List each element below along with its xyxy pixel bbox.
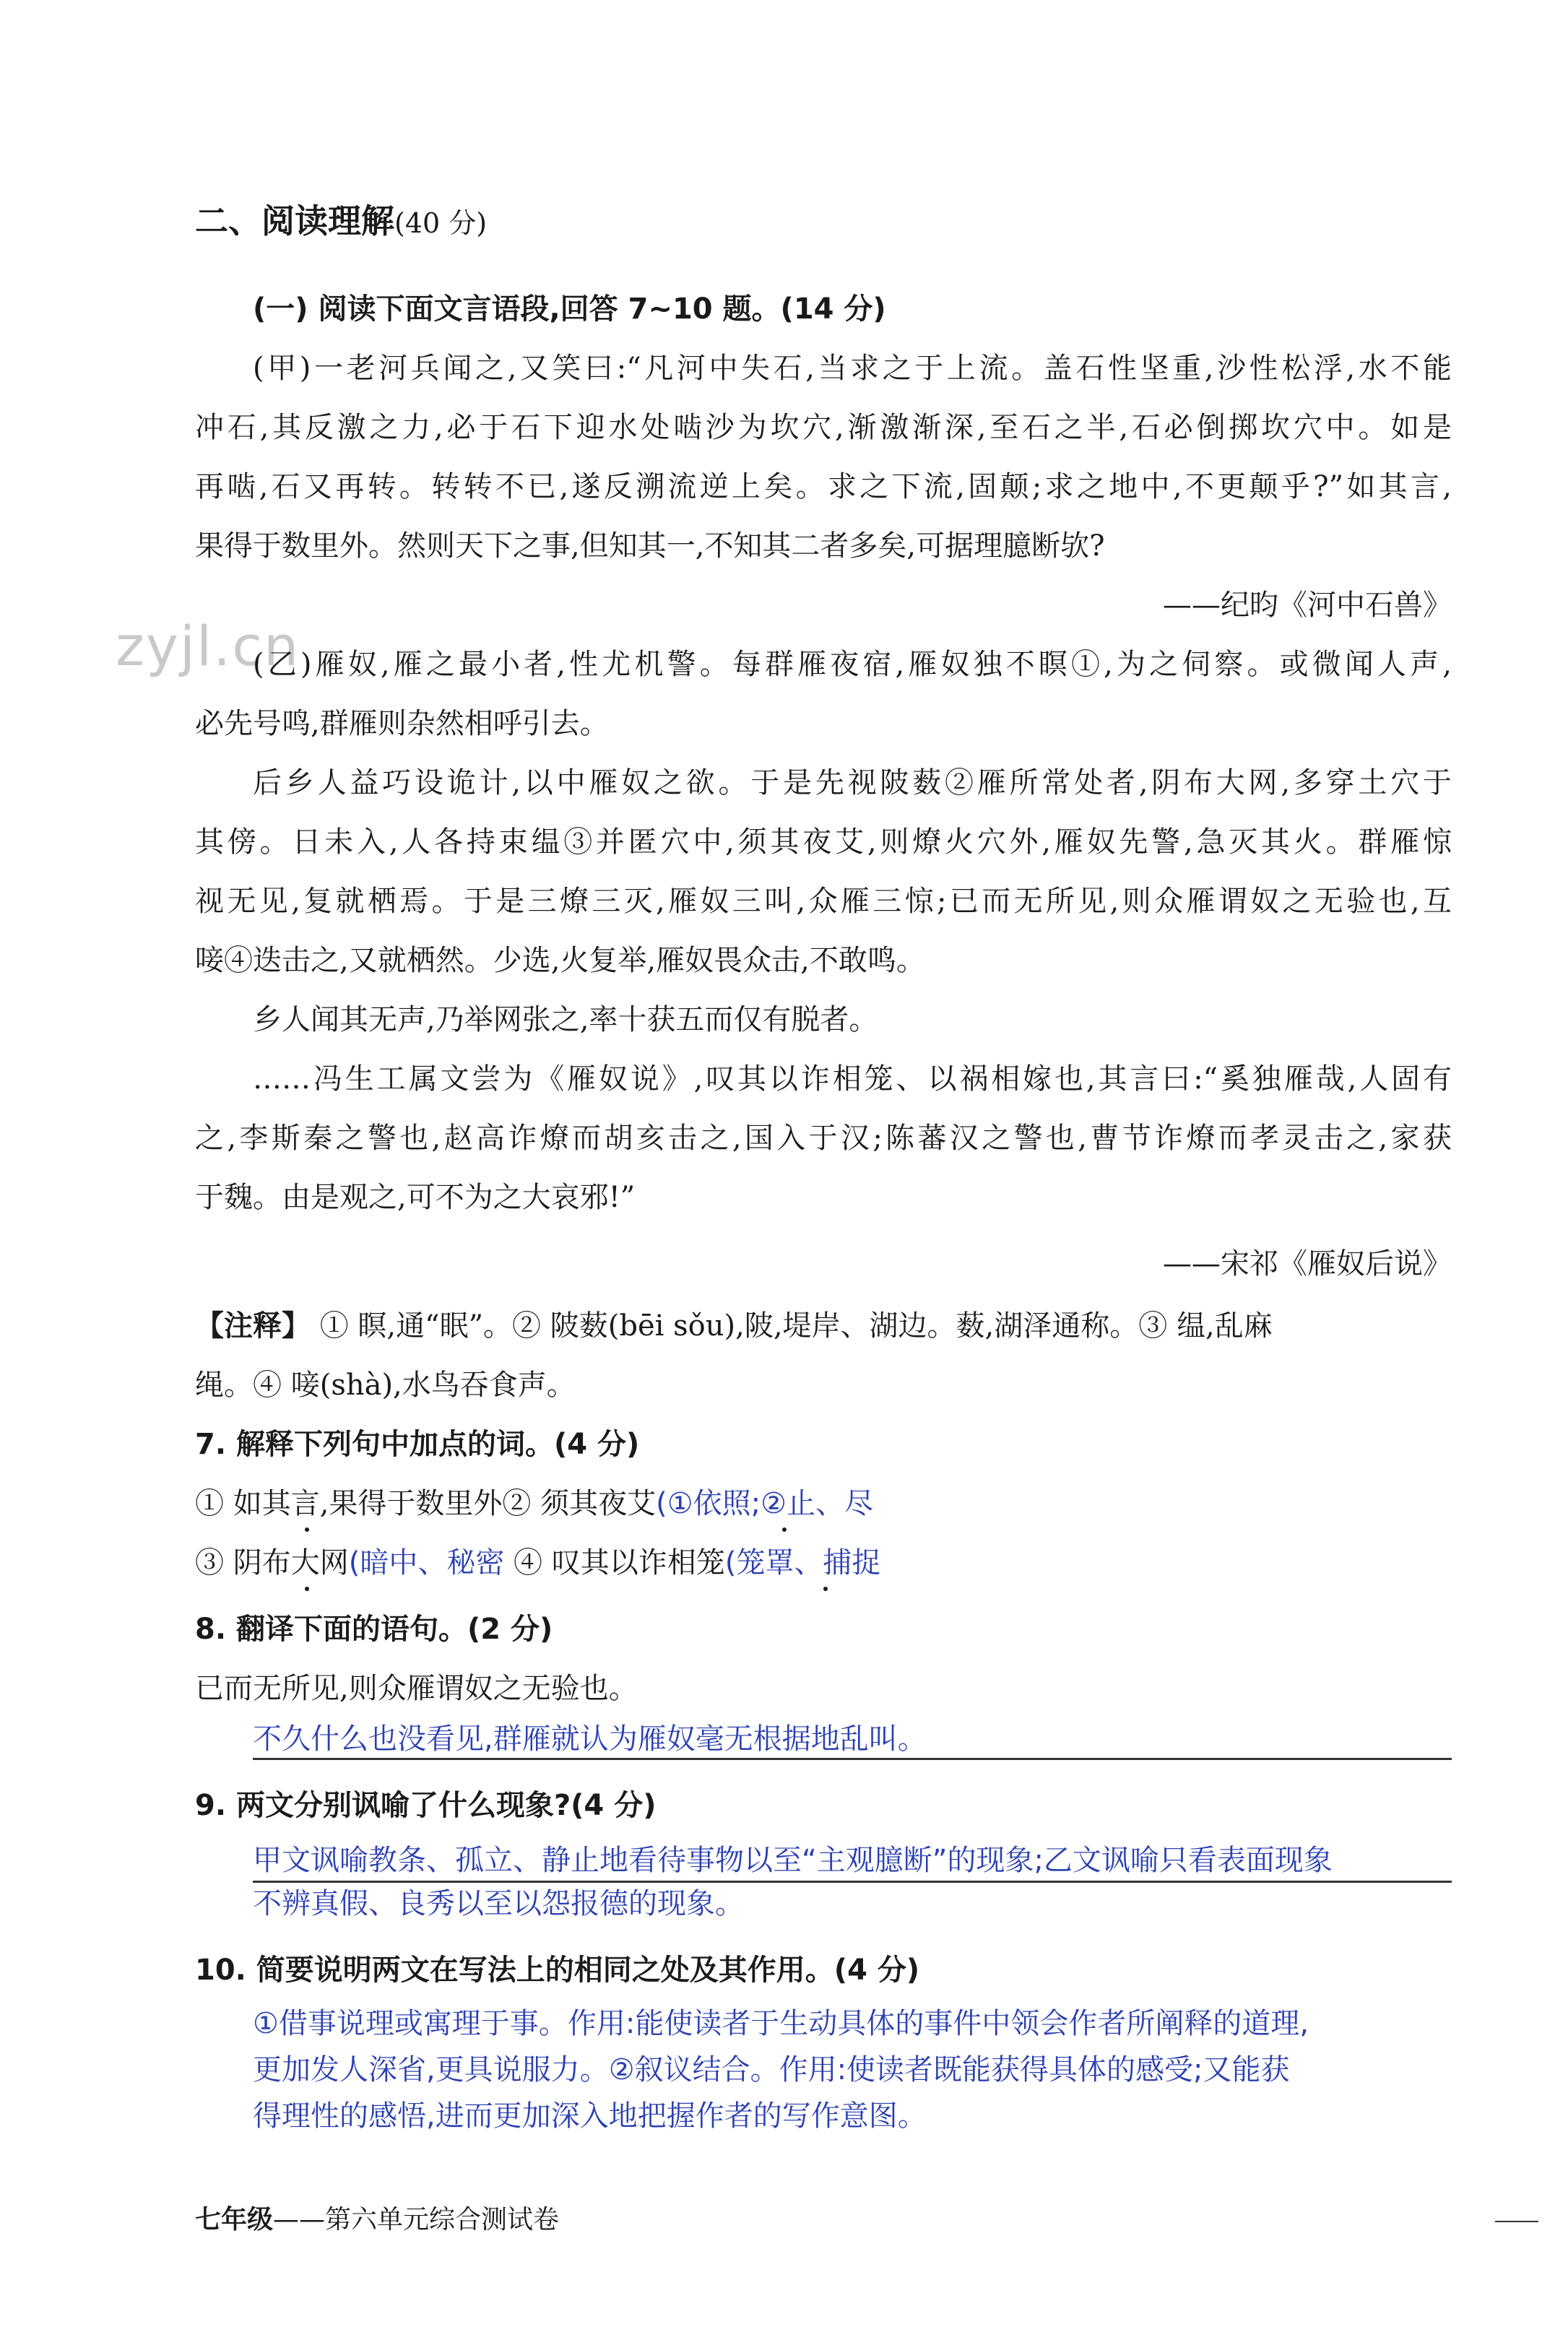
q8-sentence: 已而无所见,则众雁谓奴之无验也。 bbox=[195, 1672, 638, 1705]
section-title bbox=[195, 201, 1452, 243]
q9-answer-line-1: 甲文讽喻教条、孤立、静止地看待事物以至“主观臆断”的现象;乙文讽喻只看表面现象 bbox=[253, 1844, 1333, 1877]
passage-a-line: 再啮,石又再转。转转不已,遂反溯流逆上矣。求之下流,固颠;求之地中,不更颠乎?”如其言, bbox=[195, 470, 1452, 503]
part1-heading: (一) 阅读下面文言语段,回答 7~10 题。(14 分) bbox=[253, 292, 886, 326]
passage-b-line: 唼④迭击之,又就栖然。少选,火复举,雁奴畏众击,不敢鸣。 bbox=[195, 944, 925, 977]
q8-title: 8. 翻译下面的语句。(2 分) bbox=[195, 1613, 553, 1646]
passage-a-line: 果得于数里外。然则天下之事,但知其一,不知其二者多矣,可据理臆断欤? bbox=[195, 529, 1105, 563]
passage-b-line: 其傍。日未入,人各持束缊③并匿穴中,须其夜艾,则燎火穴外,雁奴先警,急灭其火。群雁惊 bbox=[195, 825, 1452, 859]
section-score: (40 分) bbox=[394, 207, 488, 239]
passage-b-line: 视无见,复就栖焉。于是三燎三灭,雁奴三叫,众雁三惊;已而无所见,则众雁谓奴之无验也,互 bbox=[195, 885, 1452, 918]
footer-unit: ——第六单元综合测试卷 bbox=[273, 2205, 560, 2235]
q7-title: 7. 解释下列句中加点的词。(4 分) bbox=[195, 1428, 640, 1461]
passage-a-line: (甲)一老河兵闻之,又笑曰:“凡河中失石,当求之于上流。盖石性坚重,沙性松浮,水不能 bbox=[253, 352, 1452, 385]
emphasis-dot bbox=[305, 1587, 309, 1591]
passage-b-line: 于魏。由是观之,可不为之大哀邪!” bbox=[195, 1181, 636, 1214]
passage-b-line: 后乡人益巧设诡计,以中雁奴之欲。于是先视陂薮②雁所常处者,阴布大网,多穿土穴于 bbox=[253, 766, 1452, 799]
passage-b-line: (乙)雁奴,雁之最小者,性尤机警。每群雁夜宿,雁奴独不瞑①,为之伺察。或微闻人声, bbox=[253, 648, 1452, 681]
footer-grade: 七年级 bbox=[195, 2205, 274, 2235]
q10-answer-line-2: 更加发人深省,更具说服力。②叙议结合。作用:使读者既能获得具体的感受;又能获 bbox=[253, 2053, 1290, 2086]
answer-line bbox=[253, 1758, 1452, 1760]
q7-row-2 bbox=[195, 1543, 1452, 1583]
q10-title: 10. 简要说明两文在写法上的相同之处及其作用。(4 分) bbox=[195, 1954, 920, 1987]
notes-line-2: 绳。④ 唼(shà),水鸟吞食声。 bbox=[195, 1369, 576, 1402]
passage-b-line: 乡人闻其无声,乃举网张之,率十获五而仅有脱者。 bbox=[253, 1003, 878, 1036]
emphasis-dot bbox=[305, 1527, 309, 1532]
passage-b-line: ……冯生工属文尝为《雁奴说》,叹其以诈相笼、以祸相嫁也,其言曰:“奚独雁哉,人固有 bbox=[253, 1062, 1452, 1096]
q9-answer-line-2: 不辨真假、良秀以至以怨报德的现象。 bbox=[253, 1887, 744, 1920]
q7-row1-answer: (①依照;②止、尽 bbox=[656, 1487, 873, 1520]
notes-text: ① 瞑,通“眠”。② 陂薮(bēi sǒu),陂,堤岸、湖边。薮,湖泽通称。③ 缊,乱麻 bbox=[319, 1309, 1273, 1343]
q7-row-1 bbox=[195, 1483, 1452, 1524]
passage-b-line: 必先号鸣,群雁则杂然相呼引去。 bbox=[195, 707, 609, 740]
q8-answer: 不久什么也没看见,群雁就认为雁奴毫无根据地乱叫。 bbox=[253, 1722, 927, 1756]
passage-b-source: ——宋祁《雁奴后说》 bbox=[1163, 1247, 1452, 1280]
notes-label: 【注释】 bbox=[195, 1309, 311, 1343]
answer-line bbox=[253, 1881, 1452, 1883]
q7-row2-answer-a: (暗中、秘密 bbox=[348, 1546, 505, 1579]
emphasis-dot bbox=[823, 1587, 828, 1591]
page-number-dash bbox=[1495, 2221, 1538, 2222]
q7-row2-text-a: ③ 阴布大网 bbox=[195, 1546, 349, 1579]
section-title-text: 二、阅读理解 bbox=[195, 201, 394, 240]
q10-answer-line-3: 得理性的感悟,进而更加深入地把握作者的写作意图。 bbox=[253, 2099, 927, 2133]
page-footer bbox=[195, 2199, 559, 2236]
notes-line-1 bbox=[195, 1306, 1452, 1346]
q7-row2-answer-b: (笼罩、捕捉 bbox=[724, 1546, 881, 1579]
passage-a-line: 冲石,其反激之力,必于石下迎水处啮沙为坎穴,渐激渐深,至石之半,石必倒掷坎穴中。如是 bbox=[195, 411, 1452, 444]
q7-row2-text-b: ④ 叹其以诈相笼 bbox=[514, 1546, 725, 1579]
emphasis-dot bbox=[782, 1527, 787, 1532]
q7-row1-text: ① 如其言,果得于数里外② 须其夜艾 bbox=[195, 1487, 657, 1520]
watermark: zyjl.cn bbox=[116, 614, 300, 678]
passage-b-line: 之,李斯秦之警也,赵高诈燎而胡亥击之,国入于汉;陈蕃汉之警也,曹节诈燎而孝灵击之,家获 bbox=[195, 1122, 1452, 1155]
q9-title: 9. 两文分别讽喻了什么现象?(4 分) bbox=[195, 1789, 657, 1822]
passage-a-source: ——纪昀《河中石兽》 bbox=[1163, 589, 1452, 622]
q10-answer-line-1: ①借事说理或寓理于事。作用:能使读者于生动具体的事件中领会作者所阐释的道理, bbox=[253, 2007, 1309, 2040]
